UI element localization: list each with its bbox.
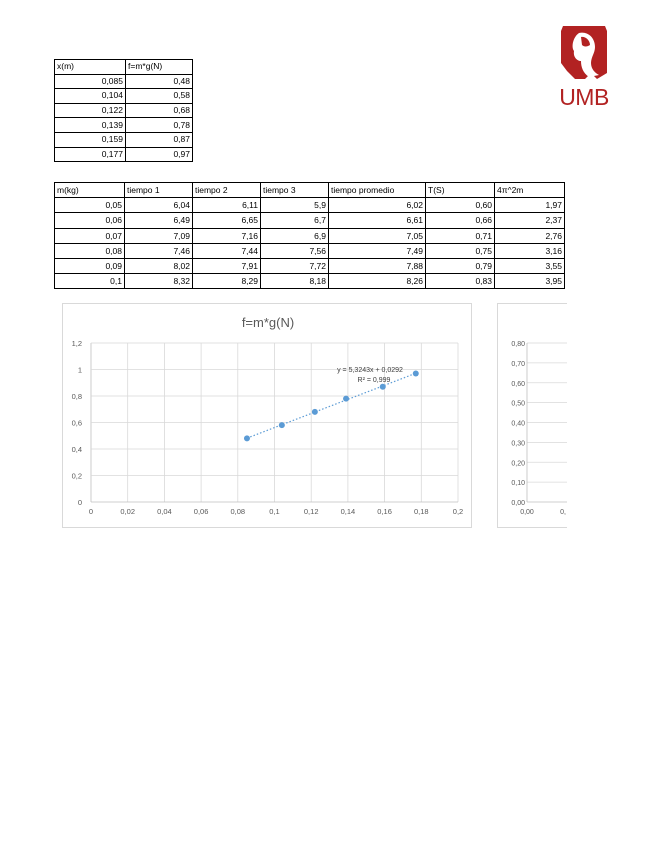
- y-tick-label: 0,60: [511, 380, 525, 388]
- x-tick-label: 0,00: [520, 509, 534, 516]
- table-row: [55, 103, 193, 118]
- table-row: [55, 132, 193, 147]
- table-cell: 0,09: [55, 258, 125, 273]
- header-cell: f=m*g(N): [126, 60, 193, 75]
- umb-logo: [551, 23, 617, 115]
- table-cell: 0,68: [126, 103, 193, 118]
- table-cell: 0,07: [55, 228, 125, 243]
- table-cell: 0,60: [426, 198, 495, 213]
- table-cell: 6,49: [125, 213, 193, 228]
- table-cell: 6,7: [261, 213, 329, 228]
- logo-text: UMB: [559, 84, 609, 110]
- y-tick-label: 0,10: [511, 480, 525, 488]
- table-cell: 7,16: [193, 228, 261, 243]
- header-cell: m(kg): [55, 183, 125, 198]
- chart-area: [63, 304, 472, 528]
- y-tick-label: 0,4: [71, 445, 82, 454]
- table-row: [55, 147, 193, 162]
- table-cell: 0,085: [55, 74, 126, 89]
- table-row: [55, 74, 193, 89]
- y-tick-label: 0,2: [71, 471, 82, 481]
- table-cell: 0,104: [55, 89, 126, 104]
- table-cell: 3,55: [495, 258, 565, 273]
- force-table: [54, 59, 193, 162]
- table-cell: 7,88: [329, 258, 426, 273]
- table-cell: 6,9: [261, 228, 329, 243]
- x-tick-label: 0,18: [413, 507, 429, 516]
- chart-area: [498, 304, 568, 528]
- logo-emblem-icon: [561, 26, 607, 79]
- y-tick-label: 0: [77, 498, 82, 507]
- y-tick-label: 1,2: [71, 339, 82, 348]
- table-cell: 7,44: [193, 243, 261, 258]
- table-cell: 0,1: [55, 274, 125, 289]
- y-tick-labels: [511, 341, 525, 507]
- force-chart: [62, 303, 472, 528]
- table-cell: 7,09: [125, 228, 193, 243]
- y-tick-label: 1: [77, 365, 82, 375]
- table-cell: 0,58: [126, 89, 193, 104]
- table-cell: 0,71: [426, 228, 495, 243]
- table-cell: 6,11: [193, 198, 261, 213]
- data-point: [413, 370, 419, 376]
- table-cell: 7,56: [261, 243, 329, 258]
- y-tick-label: 0,50: [511, 400, 525, 408]
- table-cell: 0,66: [426, 213, 495, 228]
- table-cell: 6,02: [329, 198, 426, 213]
- table-cell: 6,04: [125, 198, 193, 213]
- table-row: [55, 258, 565, 273]
- header-cell: T(S): [426, 183, 495, 198]
- table-cell: 0,83: [426, 274, 495, 289]
- x-tick-label: 0: [88, 507, 94, 516]
- table-cell: 8,29: [193, 274, 261, 289]
- table-cell: 8,18: [261, 274, 329, 289]
- x-tick-label: 0,16: [377, 507, 392, 516]
- table-cell: 3,95: [495, 274, 565, 289]
- table-cell: 0,87: [126, 132, 193, 147]
- table-row: [55, 213, 565, 228]
- table-row: [55, 243, 565, 258]
- data-point: [380, 384, 386, 390]
- table-cell: 7,49: [329, 243, 426, 258]
- y-tick-label: 0,6: [71, 418, 82, 428]
- x-tick-label: 0,02: [120, 507, 136, 516]
- table-cell: 7,91: [193, 258, 261, 273]
- table-cell: 2,37: [495, 213, 565, 228]
- y-tick-label: 0,40: [511, 420, 525, 428]
- table-cell: 0,08: [55, 243, 125, 258]
- x-tick-label: 0,04: [157, 507, 172, 516]
- period-table: [54, 182, 565, 289]
- table-cell: 1,97: [495, 198, 565, 213]
- table-cell: 6,65: [193, 213, 261, 228]
- table-cell: 7,46: [125, 243, 193, 258]
- y-tick-label: 0,00: [511, 500, 525, 507]
- data-point: [279, 422, 285, 428]
- x-tick-label: 0,08: [230, 507, 246, 516]
- chart-title: f=m*g(N): [241, 315, 295, 330]
- table-cell: 5,9: [261, 198, 329, 213]
- x-tick-label: 0,06: [193, 507, 209, 516]
- table-row: [55, 228, 565, 243]
- trendline-equation: y = 5,3243x + 0,0292: [337, 367, 403, 374]
- table-cell: 0,06: [55, 213, 125, 228]
- period-chart: [497, 303, 567, 528]
- y-tick-label: 0,20: [511, 460, 525, 468]
- table-cell: 8,02: [125, 258, 193, 273]
- table-row: [55, 274, 565, 289]
- x-tick-label: 0,1: [269, 507, 280, 516]
- header-cell: tiempo 2: [193, 183, 261, 198]
- y-tick-label: 0,30: [511, 440, 525, 448]
- y-tick-label: 0,70: [511, 360, 525, 368]
- table-cell: 3,16: [495, 243, 565, 258]
- x-tick-label: 0,2: [452, 507, 464, 516]
- header-cell: x(m): [55, 60, 126, 75]
- data-point: [343, 396, 349, 402]
- header-cell: tiempo promedio: [329, 183, 426, 198]
- table-cell: 8,32: [125, 274, 193, 289]
- table-row: [55, 118, 193, 133]
- table-header-row: [55, 60, 193, 75]
- table-cell: 6,61: [329, 213, 426, 228]
- table-cell: 0,159: [55, 132, 126, 147]
- header-cell: tiempo 3: [261, 183, 329, 198]
- table-header-row: [55, 183, 565, 198]
- header-cell: 4π^2m: [495, 183, 565, 198]
- data-point: [312, 409, 318, 415]
- table-cell: 0,122: [55, 103, 126, 118]
- table-cell: 2,76: [495, 228, 565, 243]
- data-point: [244, 435, 250, 441]
- header-cell: tiempo 1: [125, 183, 193, 198]
- x-tick-label: 0,: [560, 509, 566, 516]
- table-cell: 0,79: [426, 258, 495, 273]
- table-cell: 0,177: [55, 147, 126, 162]
- table-cell: 0,05: [55, 198, 125, 213]
- table-row: [55, 89, 193, 104]
- y-tick-label: 0,8: [71, 392, 82, 401]
- table-cell: 7,05: [329, 228, 426, 243]
- x-tick-label: 0,14: [340, 507, 356, 516]
- table-row: [55, 198, 565, 213]
- table-cell: 0,78: [126, 118, 193, 133]
- trendline-r2: R² = 0,999: [357, 377, 391, 384]
- table-cell: 0,75: [426, 243, 495, 258]
- y-tick-label: 0,80: [511, 341, 525, 348]
- table-cell: 0,97: [126, 147, 193, 162]
- table-cell: 7,72: [261, 258, 329, 273]
- table-cell: 0,139: [55, 118, 126, 133]
- table-cell: 0,48: [126, 74, 193, 89]
- table-cell: 8,26: [329, 274, 426, 289]
- x-tick-label: 0,12: [303, 507, 319, 516]
